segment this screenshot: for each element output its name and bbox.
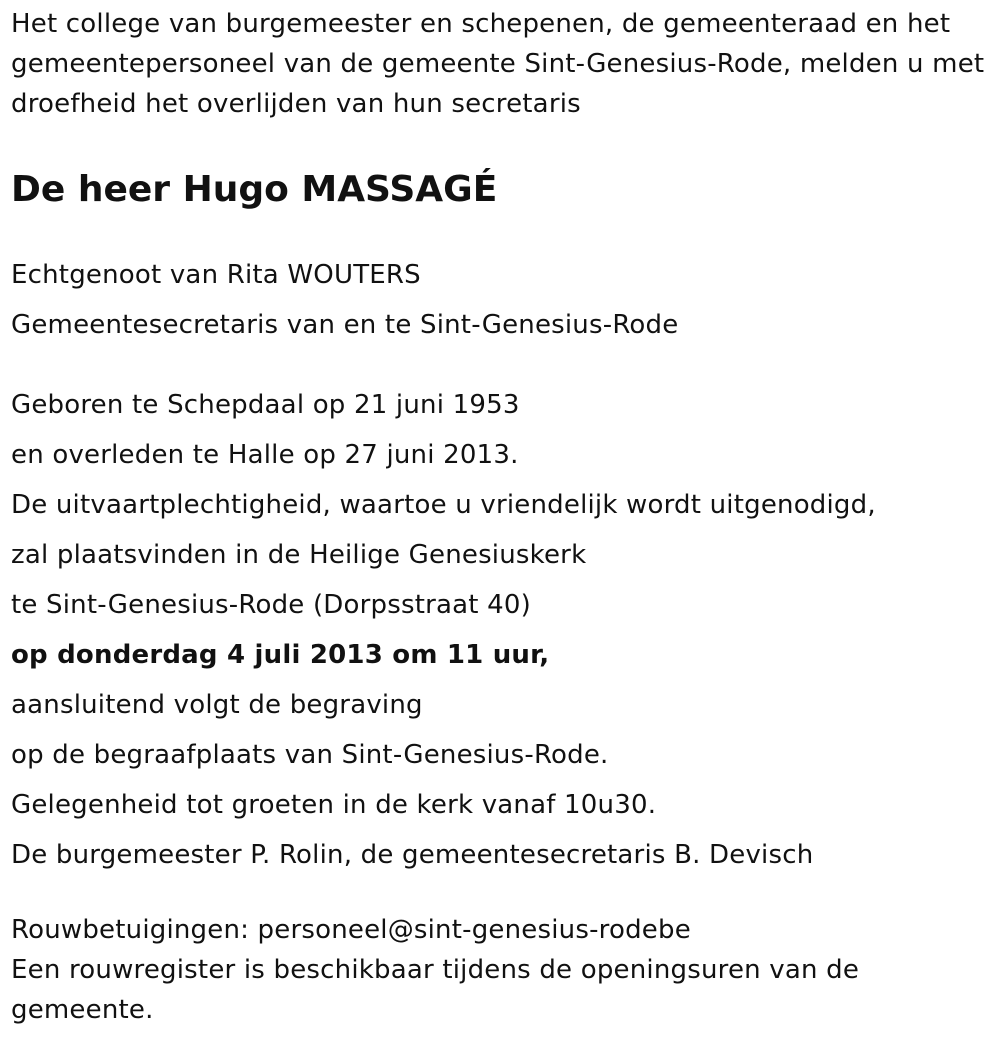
deceased-name: De heer Hugo MASSAGÉ: [11, 169, 498, 210]
funeral-address-line: te Sint-Genesius-Rode (Dorpsstraat 40): [11, 590, 531, 620]
death-line: en overleden te Halle op 27 juni 2013.: [11, 440, 519, 470]
condolence-register-note: Een rouwregister is beschikbaar tijdens de openingsuren van de gemeente.: [11, 955, 860, 1025]
burial-line: aansluitend volgt de begraving: [11, 690, 423, 720]
funeral-date-line: op donderdag 4 juli 2013 om 11 uur,: [11, 640, 550, 670]
intro-paragraph: Het college van burgemeester en schepenen, de gemeenteraad en het gemeentepersoneel van de gemeente Sint-Genesius-Rode, melden u met droefheid het overlijden van hun secretaris: [11, 9, 985, 119]
relation-line: Echtgenoot van Rita WOUTERS: [11, 260, 421, 290]
details-block: [11, 380, 991, 880]
birth-line: Geboren te Schepdaal op 21 juni 1953: [11, 390, 520, 420]
condolences-email: Rouwbetuigingen: personeel@sint-genesius-rodebe: [11, 915, 691, 945]
signatories-line: De burgemeester P. Rolin, de gemeentesecretaris B. Devisch: [11, 840, 814, 870]
relation-line: Gemeentesecretaris van en te Sint-Genesius-Rode: [11, 310, 679, 340]
footer-block: [11, 910, 991, 1030]
relations-block: [11, 250, 991, 350]
funeral-location-line: zal plaatsvinden in de Heilige Genesiuskerk: [11, 540, 587, 570]
visitation-line: Gelegenheid tot groeten in de kerk vanaf 10u30.: [11, 790, 657, 820]
cemetery-line: op de begraafplaats van Sint-Genesius-Rode.: [11, 740, 609, 770]
obituary-notice: [11, 4, 991, 1030]
funeral-invitation-line: De uitvaartplechtigheid, waartoe u vriendelijk wordt uitgenodigd,: [11, 490, 876, 520]
